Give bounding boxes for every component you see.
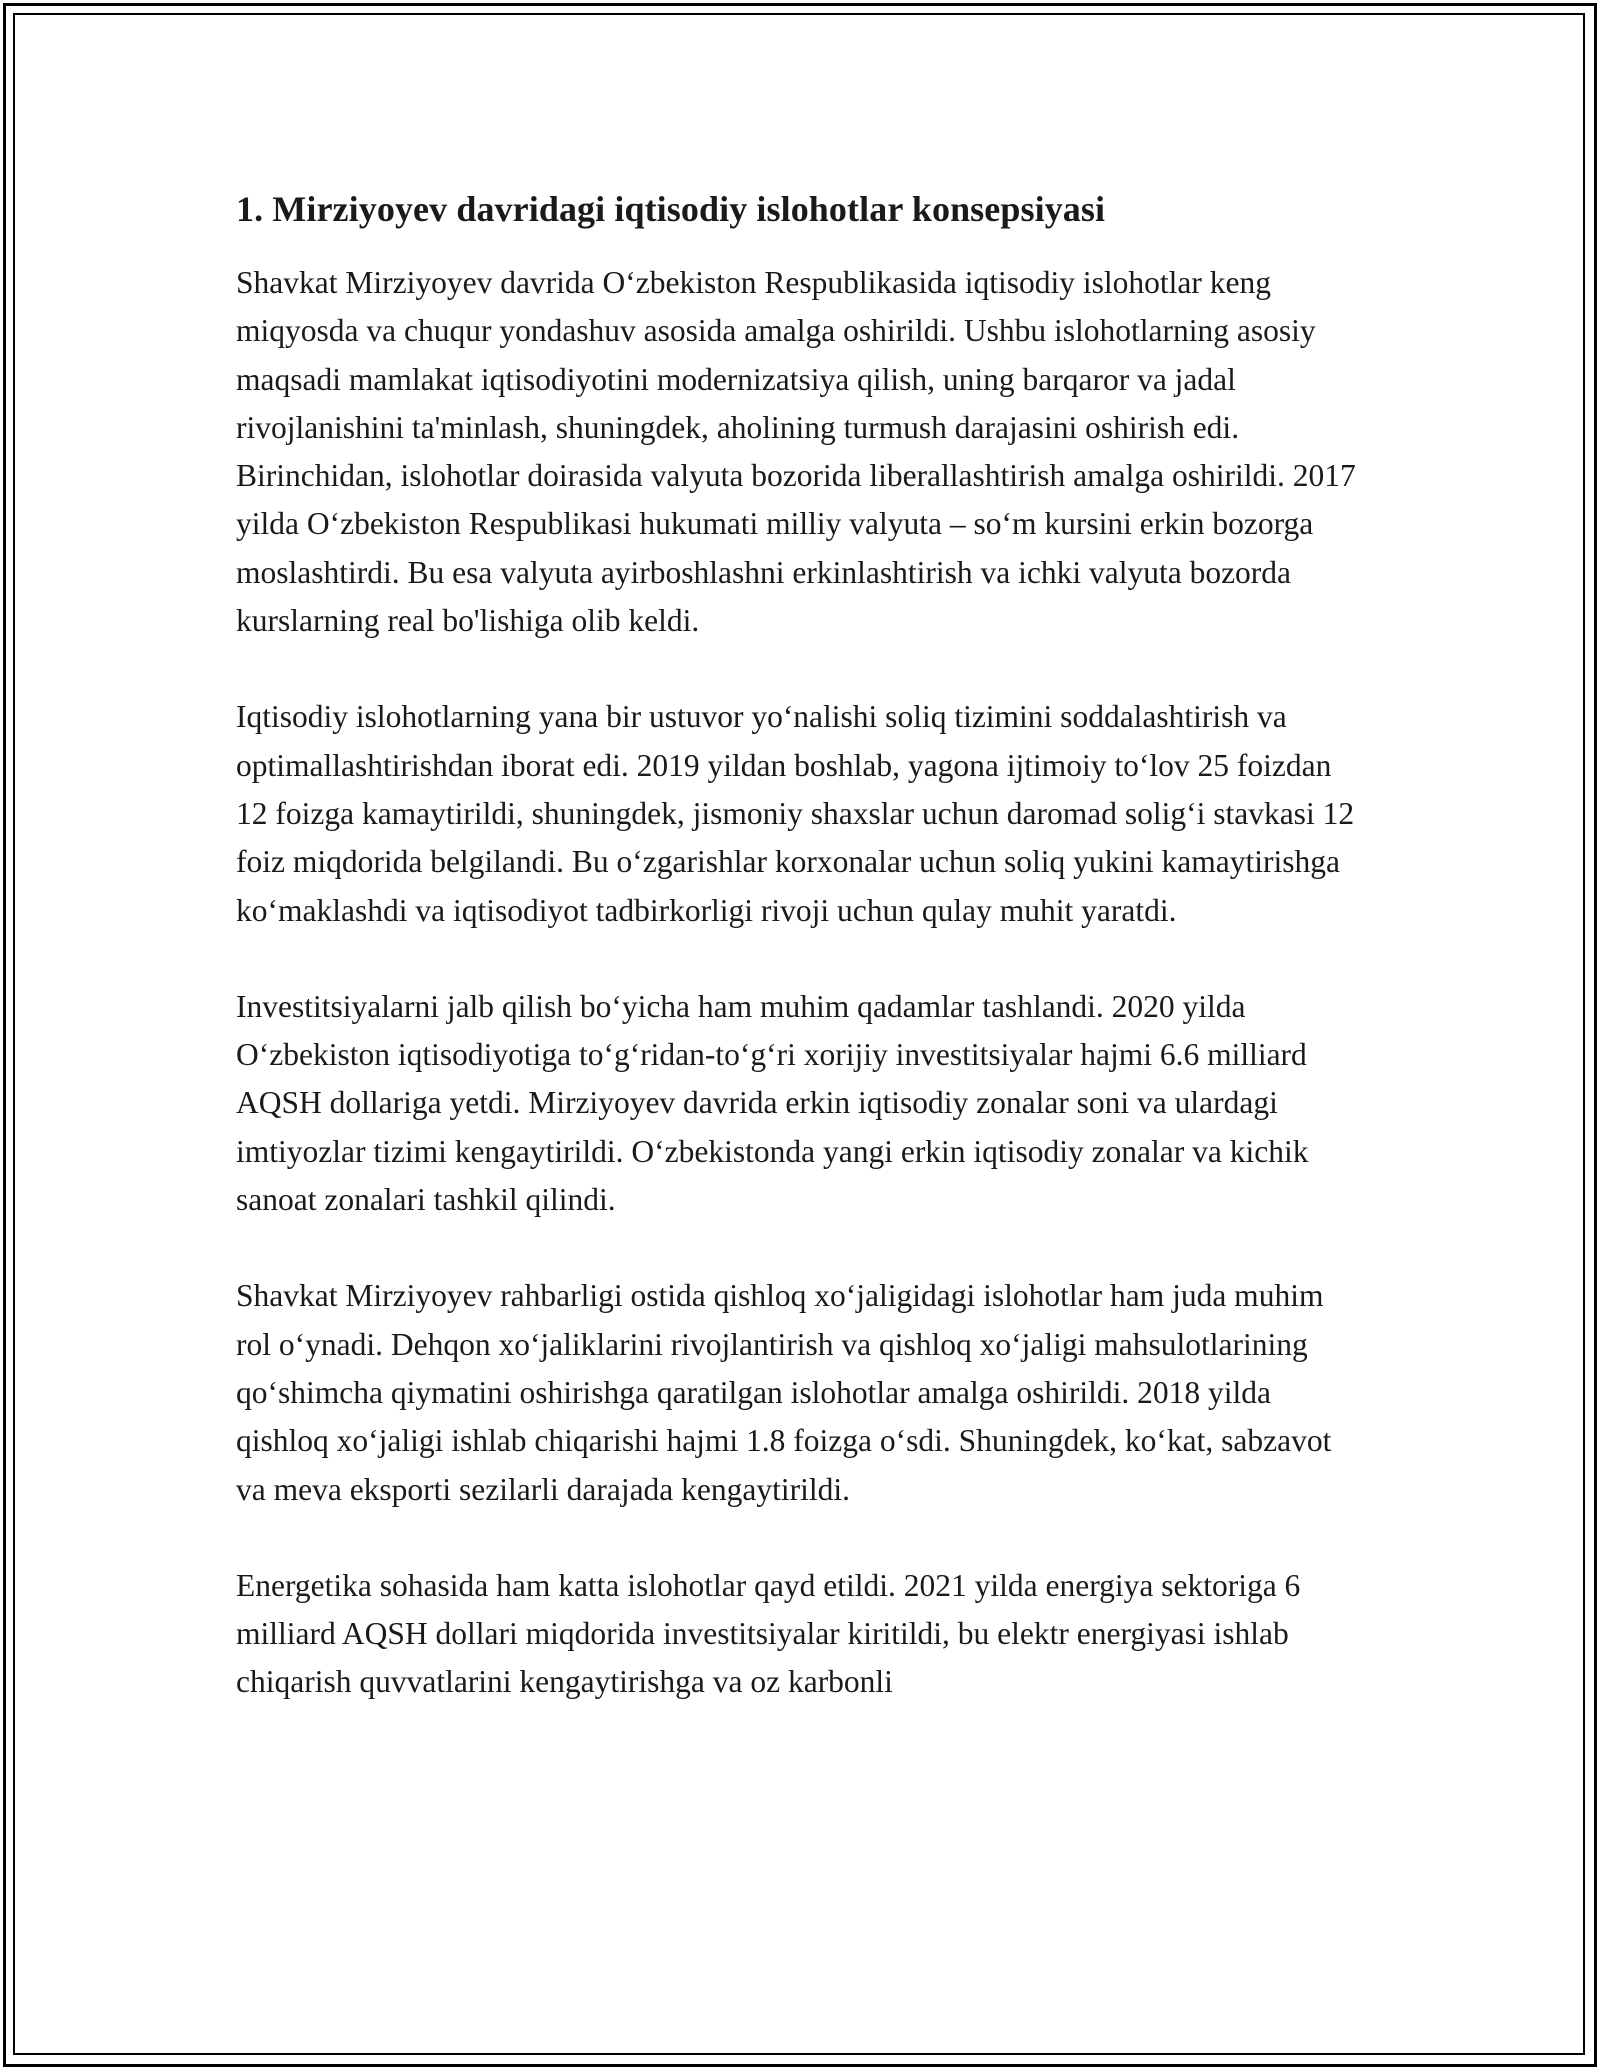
paragraph-energy: Energetika sohasida ham katta islohotlar qayd etildi. 2021 yilda energiya sektoriga 6 milliard AQSH dollari miqdorida investitsiyalar kiritildi, bu elektr energiyasi ishlab chiqarish quvvatlarini kengaytirishga va oz karbonli (236, 1567, 1301, 1700)
paragraph-investment: Investitsiyalarni jalb qilish bo‘yicha ham muhim qadamlar tashlandi. 2020 yilda O‘zbekiston iqtisodiyotiga to‘g‘ridan-to‘g‘ri xorijiy investitsiyalar hajmi 6.6 milliard AQSH dollariga yetdi. Mirziyoyev davrida erkin iqtisodiy zonalar soni va ulardagi imtiyozlar tizimi kengaytirildi. O‘zbekistonda yangi erkin iqtisodiy zonalar va kichik sanoat zonalari tashkil qilindi. (236, 988, 1309, 1218)
section-heading: 1. Mirziyoyev davridagi iqtisodiy islohotlar konsepsiyasi (236, 189, 1106, 229)
paragraph-tax-reform: Iqtisodiy islohotlarning yana bir ustuvor yo‘nalishi soliq tizimini soddalashtirish va optimallashtirishdan iborat edi. 2019 yildan boshlab, yagona ijtimoiy to‘lov 25 foizdan 12 foizga kamaytirildi, shuningdek, jismoniy shaxslar uchun daromad solig‘i stavkasi 12 foiz miqdorida belgilandi. Bu o‘zgarishlar korxonalar uchun soliq yukini kamaytirishga ko‘maklashdi va iqtisodiyot tadbirkorligi rivoji uchun qulay muhit yaratdi. (236, 699, 1355, 928)
paragraph-currency-reform: Shavkat Mirziyoyev davrida O‘zbekiston Respublikasida iqtisodiy islohotlar keng miqyosda va chuqur yondashuv asosida amalga oshirildi. Ushbu islohotlarning asosiy maqsadi mamlakat iqtisodiyotini modernizatsiya qilish, uning barqaror va jadal rivojlanishini ta'minlash, shuningdek, aholining turmush darajasini oshirish edi. Birinchidan, islohotlar doirasida valyuta bozorida liberallashtirish amalga oshirildi. 2017 yilda O‘zbekiston Respublikasi hukumati milliy valyuta – so‘m kursini erkin bozorga moslashtirdi. Bu esa valyuta ayirboshlashni erkinlashtirish va ichki valyuta bozorda kurslarning real bo'lishiga olib keldi. (236, 265, 1356, 639)
document-body (236, 185, 1366, 1755)
paragraph-agriculture: Shavkat Mirziyoyev rahbarligi ostida qishloq xo‘jaligidagi islohotlar ham juda muhim rol o‘ynadi. Dehqon xo‘jaliklarini rivojlantirish va qishloq xo‘jaligi mahsulotlarining qo‘shimcha qiymatini oshirishga qaratilgan islohotlar amalga oshirildi. 2018 yilda qishloq xo‘jaligi ishlab chiqarishi hajmi 1.8 foizga o‘sdi. Shuningdek, ko‘kat, sabzavot va meva eksporti sezilarli darajada kengaytirildi. (236, 1278, 1332, 1507)
